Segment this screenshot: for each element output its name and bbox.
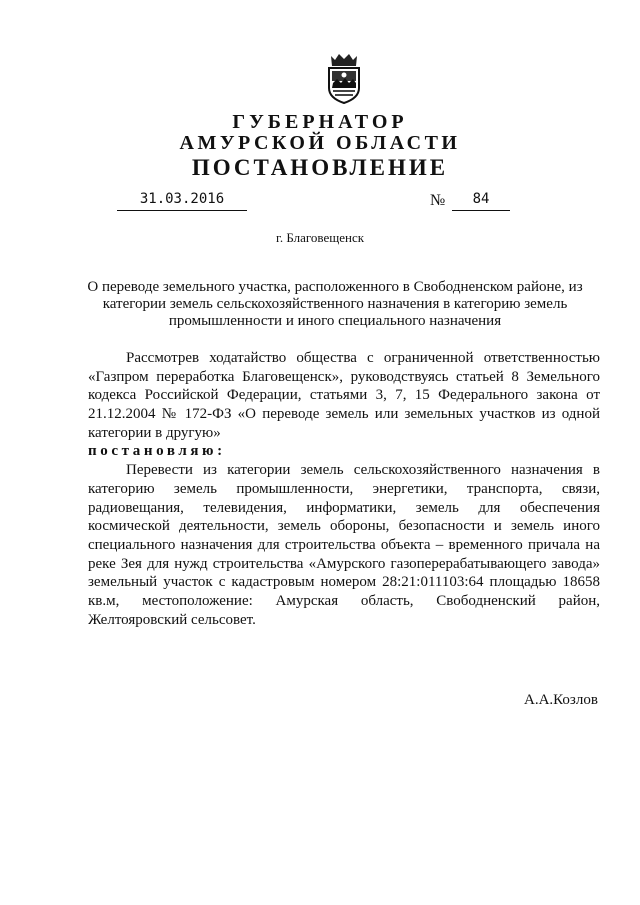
subject-line: категории земель сельскохозяйственного назначения в категорию земель [102,296,568,312]
decision-line: Перевести из категории земель сельскохозяйственного назначения в [126,462,600,479]
preamble-line: «Газпром переработка Благовещенск», руководствуясь статьей 8 Земельного [88,368,600,385]
preamble-line: категории в другую» [88,424,221,441]
decision-line: земельный участок с кадастровым номером 28:21:011103:64 площадью 18658 [88,574,600,591]
decision-line: Желтояровский сельсовет. [88,611,256,628]
preamble-line: Рассмотрев ходатайство общества с ограниченной ответственностью [126,350,600,366]
decision-line: категорию земель промышленности, энергетики, транспорта, связи, [88,480,600,497]
decision-line: реке Зея для нужд строительства «Амурского газоперерабатывающего завода» [88,555,600,572]
document-date: 31.03.2016 [117,190,247,211]
number-sign: № [430,192,446,209]
resolve-keyword: постановляю: [88,443,226,460]
preamble-line: 21.12.2004 № 172-ФЗ «О переводе земель или земельных участков из одной [88,406,600,423]
signature-name: А.А.Козлов [524,692,598,708]
document-type-title: ПОСТАНОВЛЕНИЕ [191,155,449,180]
document-number: 84 [452,190,510,211]
header-region: АМУРСКОЙ ОБЛАСТИ [179,132,461,154]
decision-line: радиовещания, телевидения, информатики, земель для обеспечения [88,499,600,516]
decision-line: космической деятельности, земель обороны, безопасности и земель иного [88,518,600,535]
header-governor: ГУБЕРНАТОР [232,111,408,133]
subject-line: промышленности и иного специального назначения [168,313,502,329]
decision-line: кв.м, местоположение: Амурская область, Свободненский район, [88,592,600,609]
subject-heading [85,279,585,330]
city-label: г. Благовещенск [275,230,365,245]
coat-of-arms-icon [323,50,365,104]
document-body [88,349,600,629]
preamble-line: кодекса Российской Федерации, статьями 3, 7, 15 Федерального закона от [88,387,600,404]
subject-line: О переводе земельного участка, расположенного в Свободненском районе, из [87,279,583,295]
decision-line: специального назначения для строительства объекта – временного причала на [88,536,600,553]
